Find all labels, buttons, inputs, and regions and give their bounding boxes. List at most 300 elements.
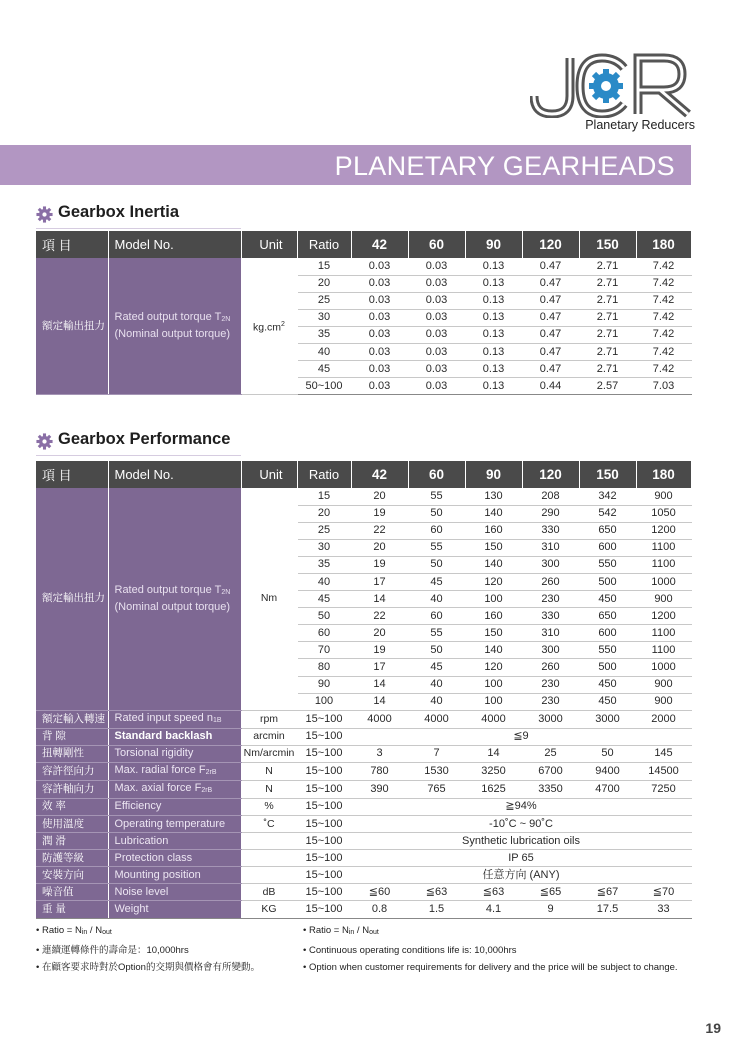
header-size: 180 <box>636 231 691 258</box>
row-value: 0.03 <box>351 258 408 275</box>
row-value: 120 <box>465 573 522 590</box>
header-size: 180 <box>636 461 691 488</box>
row-value: 1100 <box>636 625 691 642</box>
row-value: 650 <box>579 608 636 625</box>
spec-label-zh: 扭轉剛性 <box>36 745 108 762</box>
spec-unit: rpm <box>241 710 297 728</box>
row-value: 0.03 <box>408 275 465 292</box>
row-value: 7.42 <box>636 258 691 275</box>
row-value: 0.47 <box>522 292 579 309</box>
spec-row <box>36 762 691 780</box>
row-ratio: 40 <box>297 573 351 590</box>
spec-value: 50 <box>579 745 636 762</box>
spec-label-en: Standard backlash <box>108 728 241 745</box>
row-value: 0.03 <box>408 361 465 378</box>
row-value: 0.03 <box>351 361 408 378</box>
spec-label-en: Mounting position <box>108 867 241 884</box>
spec-label-zh: 重 量 <box>36 901 108 918</box>
row-ratio: 45 <box>297 361 351 378</box>
row-value: 208 <box>522 488 579 505</box>
row-value: 140 <box>465 642 522 659</box>
note-option-zh: • 在顧客要求時對於Option的交期與價格會有所變動。 <box>36 959 260 977</box>
spec-unit <box>241 850 297 867</box>
header-model: Model No. <box>108 461 241 488</box>
spec-value: 9 <box>522 901 579 918</box>
row-value: 50 <box>408 505 465 522</box>
spec-label-zh: 效 率 <box>36 798 108 815</box>
performance-heading-text: Gearbox Performance <box>58 430 231 448</box>
spec-value: ≦63 <box>408 884 465 901</box>
spec-value-span: IP 65 <box>351 850 691 867</box>
spec-value: 3250 <box>465 762 522 780</box>
row-ratio: 30 <box>297 539 351 556</box>
row-value: 55 <box>408 488 465 505</box>
row-value: 1000 <box>636 659 691 676</box>
header-item: 項 目 <box>36 231 108 258</box>
row-value: 0.47 <box>522 275 579 292</box>
row-label-en-sub: 2N <box>221 588 231 596</box>
jcr-logo-mark <box>530 52 695 118</box>
spec-value: 2000 <box>636 710 691 728</box>
note-option-en: • Option when customer requirements for delivery and the price will be subject to change. <box>303 959 678 977</box>
spec-value: 33 <box>636 901 691 918</box>
row-unit: $kg.cm^2$ <box>241 258 297 395</box>
spec-label-zh: 潤 滑 <box>36 833 108 850</box>
row-value: 230 <box>522 693 579 710</box>
row-value: 342 <box>579 488 636 505</box>
spec-ratio: 15~100 <box>297 745 351 762</box>
row-value: 0.03 <box>408 258 465 275</box>
row-value: 100 <box>465 693 522 710</box>
row-ratio: 15 <box>297 488 351 505</box>
spec-unit: ˚C <box>241 816 297 833</box>
spec-value: ≦65 <box>522 884 579 901</box>
inertia-body <box>36 258 691 395</box>
spec-value: 3350 <box>522 780 579 798</box>
row-label-en-line2: (Nominal output torque) <box>114 328 231 341</box>
spec-unit <box>241 867 297 884</box>
row-label-en-line1: Rated output torque $T_{2N}$ <box>114 583 231 596</box>
row-ratio: 60 <box>297 625 351 642</box>
row-value: 0.47 <box>522 343 579 360</box>
row-label-en-line1: Rated output torque $T_{2N}$ <box>114 311 231 324</box>
spec-value: 7250 <box>636 780 691 798</box>
spec-row <box>36 798 691 815</box>
row-value: 0.13 <box>465 258 522 275</box>
spec-unit <box>241 833 297 850</box>
row-value: 20 <box>351 625 408 642</box>
row-value: 50 <box>408 556 465 573</box>
spec-unit: % <box>241 798 297 815</box>
spec-label-en: Lubrication <box>108 833 241 850</box>
row-value: 19 <box>351 505 408 522</box>
header-size: 60 <box>408 461 465 488</box>
spec-unit: N <box>241 780 297 798</box>
row-value: 130 <box>465 488 522 505</box>
spec-ratio: 15~100 <box>297 833 351 850</box>
row-value: 0.03 <box>351 275 408 292</box>
spec-unit: KG <box>241 901 297 918</box>
row-value: 45 <box>408 573 465 590</box>
row-ratio: 25 <box>297 522 351 539</box>
row-value: 2.71 <box>579 258 636 275</box>
notes-zh <box>36 922 260 977</box>
row-value: 2.71 <box>579 361 636 378</box>
spec-row <box>36 884 691 901</box>
row-ratio: 50~100 <box>297 378 351 395</box>
spec-value: 1625 <box>465 780 522 798</box>
spec-value: ≦67 <box>579 884 636 901</box>
row-label-zh: 額定輸出扭力 <box>36 258 108 395</box>
spec-label-en: Max. axial force $F_{2rB}$ <box>108 780 241 798</box>
row-value: 0.13 <box>465 378 522 395</box>
spec-label-en: Protection class <box>108 850 241 867</box>
performance-table <box>36 461 692 919</box>
spec-value: 14 <box>465 745 522 762</box>
row-label-en <box>108 488 241 710</box>
header-size: 90 <box>465 231 522 258</box>
row-value: 900 <box>636 676 691 693</box>
row-value: 1100 <box>636 539 691 556</box>
note-life-en: • Continuous operating conditions life is: 10,000hrs <box>303 942 678 960</box>
spec-ratio: 15~100 <box>297 850 351 867</box>
row-value: 0.03 <box>351 343 408 360</box>
row-value: 0.13 <box>465 292 522 309</box>
spec-label-zh: 容許徑向力 <box>36 762 108 780</box>
row-value: 40 <box>408 591 465 608</box>
spec-value: 1530 <box>408 762 465 780</box>
row-value: 7.42 <box>636 326 691 343</box>
row-value: 2.57 <box>579 378 636 395</box>
row-value: 14 <box>351 676 408 693</box>
row-value: 19 <box>351 642 408 659</box>
table-row <box>36 488 691 505</box>
row-value: 310 <box>522 539 579 556</box>
row-value: 40 <box>408 693 465 710</box>
note-ratio-en: • Ratio = $N_{in} / N_{out}$ <box>303 922 678 942</box>
row-value: 2.71 <box>579 275 636 292</box>
spec-value: 4.1 <box>465 901 522 918</box>
row-ratio: 20 <box>297 275 351 292</box>
inertia-header-row <box>36 231 691 258</box>
row-value: 1100 <box>636 642 691 659</box>
row-value: 542 <box>579 505 636 522</box>
row-value: 160 <box>465 522 522 539</box>
row-value: 60 <box>408 608 465 625</box>
spec-value-span: 任意方向 (ANY) <box>351 867 691 884</box>
row-value: 14 <box>351 693 408 710</box>
row-value: 120 <box>465 659 522 676</box>
spec-ratio: 15~100 <box>297 728 351 745</box>
spec-value: 4000 <box>465 710 522 728</box>
row-value: 650 <box>579 522 636 539</box>
row-value: 2.71 <box>579 292 636 309</box>
spec-row <box>36 710 691 728</box>
header-item: 項 目 <box>36 461 108 488</box>
row-value: 7.42 <box>636 292 691 309</box>
spec-label-zh: 安裝方向 <box>36 867 108 884</box>
row-ratio: 15 <box>297 258 351 275</box>
row-ratio: 80 <box>297 659 351 676</box>
row-value: 900 <box>636 591 691 608</box>
row-value: 0.03 <box>351 309 408 326</box>
row-value: 1000 <box>636 573 691 590</box>
row-value: 600 <box>579 539 636 556</box>
row-ratio: 40 <box>297 343 351 360</box>
row-value: 300 <box>522 642 579 659</box>
spec-row <box>36 901 691 918</box>
inertia-heading-text: Gearbox Inertia <box>58 203 180 221</box>
row-value: 17 <box>351 573 408 590</box>
header-size: 150 <box>579 231 636 258</box>
header-size: 120 <box>522 231 579 258</box>
row-value: 45 <box>408 659 465 676</box>
spec-unit: dB <box>241 884 297 901</box>
row-value: 0.44 <box>522 378 579 395</box>
spec-value: ≦70 <box>636 884 691 901</box>
row-value: 2.71 <box>579 326 636 343</box>
header-size: 150 <box>579 461 636 488</box>
spec-ratio: 15~100 <box>297 710 351 728</box>
spec-value: 7 <box>408 745 465 762</box>
spec-label-en: Weight <box>108 901 241 918</box>
row-value: 2.71 <box>579 309 636 326</box>
spec-value: 3 <box>351 745 408 762</box>
header-size: 120 <box>522 461 579 488</box>
row-value: 450 <box>579 693 636 710</box>
row-value: 550 <box>579 642 636 659</box>
page-number: 19 <box>705 1020 721 1036</box>
inertia-heading <box>36 203 241 229</box>
spec-label-en: Efficiency <box>108 798 241 815</box>
row-value: 40 <box>408 676 465 693</box>
gear-icon <box>36 206 53 223</box>
row-value: 100 <box>465 676 522 693</box>
row-value: 20 <box>351 539 408 556</box>
spec-label-en: Noise level <box>108 884 241 901</box>
row-ratio: 45 <box>297 591 351 608</box>
spec-label-sub: 2rB <box>205 768 217 776</box>
spec-value: 0.8 <box>351 901 408 918</box>
page-title: PLANETARY GEARHEADS <box>334 151 675 181</box>
row-ratio: 35 <box>297 556 351 573</box>
row-value: 17 <box>351 659 408 676</box>
row-value: 160 <box>465 608 522 625</box>
row-value: 150 <box>465 539 522 556</box>
row-value: 22 <box>351 522 408 539</box>
spec-value: 6700 <box>522 762 579 780</box>
row-value: 1050 <box>636 505 691 522</box>
header-model: Model No. <box>108 231 241 258</box>
row-label-zh: 額定輸出扭力 <box>36 488 108 710</box>
row-value: 55 <box>408 625 465 642</box>
logo-tagline: Planetary Reducers <box>585 118 695 132</box>
spec-value: 780 <box>351 762 408 780</box>
row-value: 0.47 <box>522 309 579 326</box>
row-value: 0.13 <box>465 309 522 326</box>
spec-ratio: 15~100 <box>297 798 351 815</box>
row-value: 600 <box>579 625 636 642</box>
spec-ratio: 15~100 <box>297 901 351 918</box>
row-value: 260 <box>522 659 579 676</box>
row-value: 22 <box>351 608 408 625</box>
spec-ratio: 15~100 <box>297 762 351 780</box>
row-value: 7.42 <box>636 275 691 292</box>
spec-row <box>36 780 691 798</box>
row-ratio: 25 <box>297 292 351 309</box>
row-value: 7.03 <box>636 378 691 395</box>
spec-value: 4700 <box>579 780 636 798</box>
row-value: 330 <box>522 608 579 625</box>
table-row <box>36 258 691 275</box>
row-value: 100 <box>465 591 522 608</box>
row-value: 0.47 <box>522 361 579 378</box>
spec-unit: arcmin <box>241 728 297 745</box>
row-value: 1200 <box>636 522 691 539</box>
notes-en <box>303 922 678 977</box>
row-value: 1100 <box>636 556 691 573</box>
inertia-table <box>36 231 692 395</box>
row-value: 900 <box>636 693 691 710</box>
row-value: 150 <box>465 625 522 642</box>
spec-label-en: Torsional rigidity <box>108 745 241 762</box>
row-value: 500 <box>579 659 636 676</box>
row-value: 330 <box>522 522 579 539</box>
row-value: 55 <box>408 539 465 556</box>
header-ratio: Ratio <box>297 461 351 488</box>
spec-value: 17.5 <box>579 901 636 918</box>
header-unit: Unit <box>241 231 297 258</box>
row-value: 310 <box>522 625 579 642</box>
header-size: 90 <box>465 461 522 488</box>
row-unit: Nm <box>241 488 297 710</box>
spec-value-span: Synthetic lubrication oils <box>351 833 691 850</box>
row-label-en-sub: 2N <box>221 316 231 324</box>
spec-label-zh: 額定輸入轉速 <box>36 710 108 728</box>
spec-row <box>36 867 691 884</box>
spec-row <box>36 745 691 762</box>
spec-label-en: Operating temperature <box>108 816 241 833</box>
header-ratio: Ratio <box>297 231 351 258</box>
spec-label-en: Max. radial force $F_{2rB}$ <box>108 762 241 780</box>
spec-ratio: 15~100 <box>297 884 351 901</box>
row-value: 450 <box>579 676 636 693</box>
spec-value-span: -10˚C ~ 90˚C <box>351 816 691 833</box>
header-size: 42 <box>351 231 408 258</box>
row-value: 500 <box>579 573 636 590</box>
row-value: 0.03 <box>408 292 465 309</box>
row-ratio: 35 <box>297 326 351 343</box>
row-value: 0.03 <box>408 309 465 326</box>
spec-label-zh: 背 隙 <box>36 728 108 745</box>
spec-label-zh: 容許軸向力 <box>36 780 108 798</box>
spec-value: 3000 <box>579 710 636 728</box>
row-value: 19 <box>351 556 408 573</box>
spec-label-zh: 噪音值 <box>36 884 108 901</box>
spec-row <box>36 833 691 850</box>
spec-value: 145 <box>636 745 691 762</box>
row-value: 300 <box>522 556 579 573</box>
performance-heading <box>36 430 241 456</box>
spec-value: ≦60 <box>351 884 408 901</box>
unit-sup: 2 <box>281 320 285 328</box>
spec-label-zh: 防護等級 <box>36 850 108 867</box>
spec-label-zh: 使用溫度 <box>36 816 108 833</box>
spec-ratio: 15~100 <box>297 816 351 833</box>
row-value: 140 <box>465 505 522 522</box>
row-value: 260 <box>522 573 579 590</box>
row-value: 0.47 <box>522 258 579 275</box>
spec-row <box>36 850 691 867</box>
row-value: 20 <box>351 488 408 505</box>
row-value: 0.03 <box>408 343 465 360</box>
row-value: 7.42 <box>636 309 691 326</box>
spec-value: 25 <box>522 745 579 762</box>
row-value: 140 <box>465 556 522 573</box>
spec-unit: N <box>241 762 297 780</box>
row-value: 7.42 <box>636 361 691 378</box>
note-life-zh: • 連續運轉條件的壽命是：10,000hrs <box>36 942 260 960</box>
spec-value: 765 <box>408 780 465 798</box>
row-ratio: 20 <box>297 505 351 522</box>
performance-header-row <box>36 461 691 488</box>
header-size: 42 <box>351 461 408 488</box>
performance-body <box>36 488 691 918</box>
row-value: 60 <box>408 522 465 539</box>
row-ratio: 70 <box>297 642 351 659</box>
row-value: 2.71 <box>579 343 636 360</box>
spec-ratio: 15~100 <box>297 867 351 884</box>
row-value: 0.03 <box>408 326 465 343</box>
row-label-en-line2: (Nominal output torque) <box>114 600 231 613</box>
row-value: 290 <box>522 505 579 522</box>
row-value: 1200 <box>636 608 691 625</box>
row-value: 450 <box>579 591 636 608</box>
note-ratio-zh: • Ratio = $N_{in} / N_{out}$ <box>36 922 260 942</box>
row-value: 50 <box>408 642 465 659</box>
spec-value: 390 <box>351 780 408 798</box>
gear-icon <box>36 433 53 450</box>
spec-value-span: ≧94% <box>351 798 691 815</box>
spec-value: 4000 <box>408 710 465 728</box>
spec-unit: Nm/arcmin <box>241 745 297 762</box>
row-value: 230 <box>522 676 579 693</box>
row-ratio: 100 <box>297 693 351 710</box>
row-value: 0.03 <box>351 378 408 395</box>
row-value: 0.13 <box>465 361 522 378</box>
row-label-en <box>108 258 241 395</box>
row-value: 0.13 <box>465 275 522 292</box>
header-size: 60 <box>408 231 465 258</box>
row-value: 900 <box>636 488 691 505</box>
row-ratio: 90 <box>297 676 351 693</box>
spec-row <box>36 816 691 833</box>
row-value: 0.47 <box>522 326 579 343</box>
spec-label-sub: 2rB <box>201 786 213 794</box>
jcr-logo <box>530 52 695 134</box>
row-value: 7.42 <box>636 343 691 360</box>
row-ratio: 50 <box>297 608 351 625</box>
spec-value: 3000 <box>522 710 579 728</box>
spec-value: 1.5 <box>408 901 465 918</box>
row-value: 0.03 <box>351 326 408 343</box>
spec-label-sub: 1B <box>212 716 222 724</box>
row-value: 230 <box>522 591 579 608</box>
spec-label-en: Rated input speed $n_{1B}$ <box>108 710 241 728</box>
spec-value: ≦63 <box>465 884 522 901</box>
spec-value: 9400 <box>579 762 636 780</box>
row-value: 0.03 <box>408 378 465 395</box>
